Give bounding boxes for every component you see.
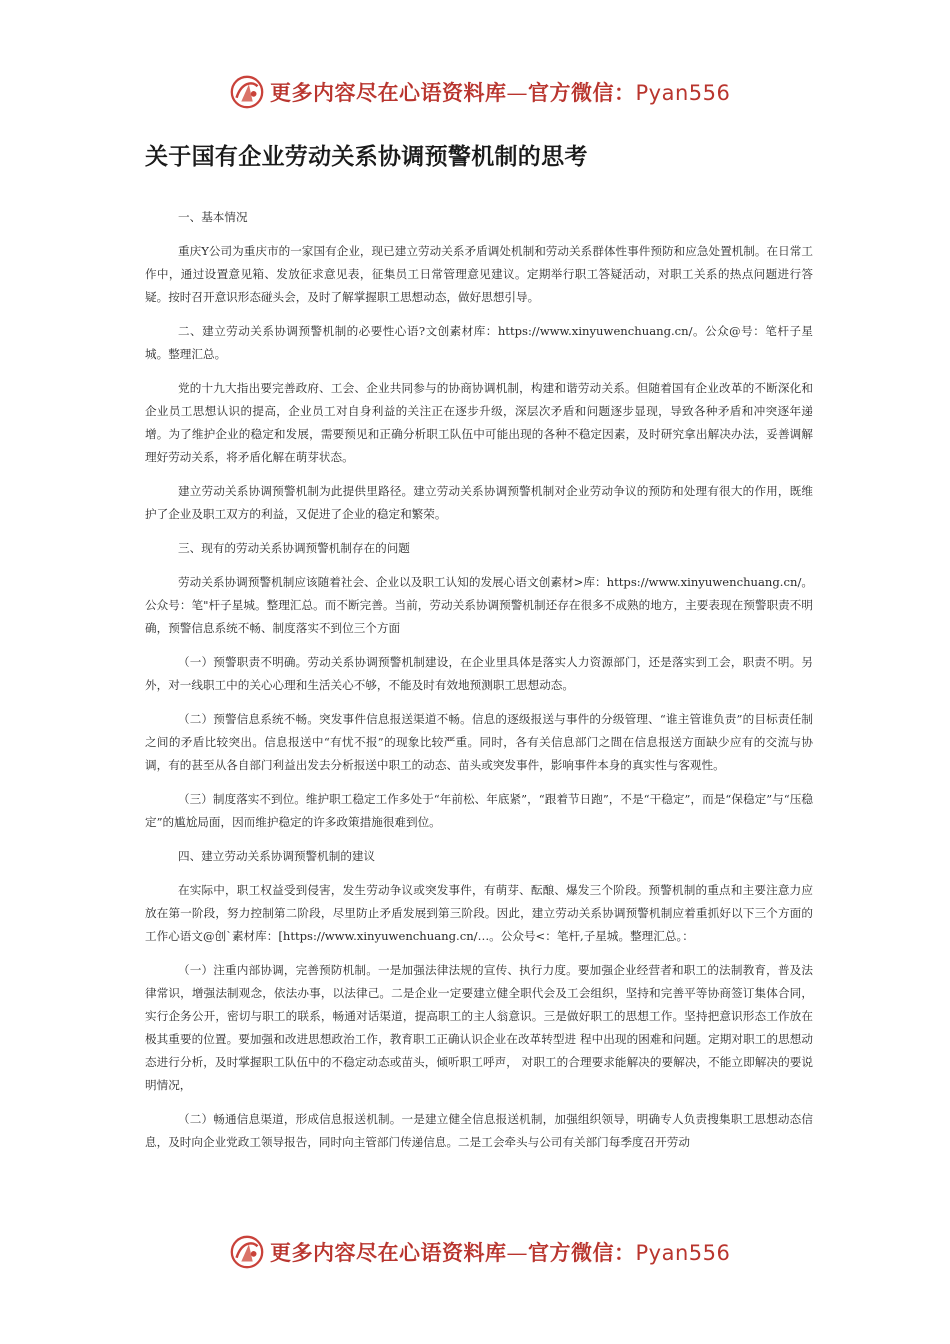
paragraph: 劳动关系协调预警机制应该随着社会、企业以及职工认知的发展心语文创素材>库：https://www.xinyuwenchuang.cn/。公众号：笔"杆子星城。整理汇总。而不断完善。当前，劳动关系协调预警机制还存在很多不成熟的地方，主要表现在预警职责不明确，预警信息系统不畅、制度落实不到位三个方面 xyxy=(145,575,813,635)
banner-text xyxy=(270,1237,730,1267)
banner-main: 更多内容尽在心语资料库 xyxy=(270,1240,507,1265)
paragraph: （一）预警职责不明确。劳动关系协调预警机制建设，在企业里具体是落实人力资源部门，还是落实到工会，职责不明。另外，对一线职工中的关心心理和生活关心不够，不能及时有效地预测职工思想动态。 xyxy=(145,655,813,692)
document-title: 关于国有企业劳动关系协调预警机制的思考 xyxy=(145,144,588,170)
paragraph: （三）制度落实不到位。维护职工稳定工作多处于“年前松、年底紧”，“跟着节日跑”，不是“干稳定”，而是“保稳定”与“压稳定”的尴尬局面，因而维护稳定的许多政策措施很难到位。 xyxy=(145,792,813,829)
paragraph: 建立劳动关系协调预警机制为此提供里路径。建立劳动关系协调预警机制对企业劳动争议的预防和处理有很大的作用，既维护了企业及职工双方的利益，又促进了企业的稳定和繁荣。 xyxy=(145,484,813,521)
logo-icon xyxy=(228,73,266,111)
paragraph: （一）注重内部协调，完善预防机制。一是加强法律法规的宣传、执行力度。要加强企业经营者和职工的法制教育，普及法律常识，增强法制观念，依法办事，以法律己。二是企业一定要建立健全职代会及工会组织，坚持和完善平等协商签订集体合同，实行企务公开，密切与职工的联系，畅通对话渠道，提高职工的主人翁意识。三是做好职工的思想工作。坚持把意识形态工作放在极其重要的位置。要加强和改进思想政治工作，教育职工正确认识企业在改革转型进 程中出现的困难和问题。定期对职工的思想动态进行分析，及时掌握职工队伍中的不稳定动态或苗头，倾听职工呼声， 对职工的合理要求能解决的要解决，不能立即解决的要说明情况， xyxy=(145,963,813,1092)
paragraph: 重庆Y公司为重庆市的一家国有企业，现已建立劳动关系矛盾调处机制和劳动关系群体性事件预防和应急处置机制。在日常工作中，通过设置意见箱、发放征求意见表，征集员工日常管理意见建议。定期举行职工答疑活动，对职工关系的热点问题进行答疑。按时召开意识形态碰头会，及时了解掌握职工思想动态，做好思想引导。 xyxy=(145,244,813,304)
section-heading: 一、基本情况 xyxy=(178,210,248,224)
banner-text xyxy=(270,77,730,107)
paragraph: 在实际中，职工权益受到侵害，发生劳动争议或突发事件，有萌芽、酝酿、爆发三个阶段。预警机制的重点和主要注意力应放在第一阶段，努力控制第二阶段，尽里防止矛盾发展到第三阶段。因此，建立劳动关系协调预警机制应着重抓好以下三个方面的工作心语文@创`素材库：[https://www.xinyuwenchuang.cn/…。公众号<：笔杆,子星城。整理汇总。： xyxy=(145,883,813,943)
section-heading: 四、建立劳动关系协调预警机制的建议 xyxy=(178,849,376,863)
banner-dash: — xyxy=(506,1241,528,1265)
paragraph: （二）预警信息系统不畅。突发事件信息报送渠道不畅。信息的逐级报送与事件的分级管理、“谁主管谁负责”的目标责任制之间的矛盾比较突出。信息报送中“有忧不报”的现象比较严重。同时，各有关信息部门之間在信息报送方面缺少应有的交流与协调，有的甚至从各自部门利益出发去分析报送中职工的动态、苗头或突发事件，影响事件本身的真实性与客观性。 xyxy=(145,712,813,772)
paragraph: （二）畅通信息渠道，形成信息报送机制。一是建立健全信息报送机制，加强组织领导，明确专人负责搜集职工思想动态信息，及时向企业党政工领导报告，同时向主管部门传递信息。二是工会牵头与公司有关部门每季度召开劳动 xyxy=(145,1112,813,1149)
banner-wechat-id: Pyan556 xyxy=(635,81,731,105)
paragraph: 党的十九大指出要完善政府、工会、企业共同参与的协商协调机制，构建和谐劳动关系。但随着国有企业改革的不断深化和企业员工思想认识的提高，企业员工对自身利益的关注正在逐步升级，深层次矛盾和问题逐步显现，导致各种矛盾和冲突逐年递增。为了维护企业的稳定和发展，需要预见和正确分析职工队伍中可能出现的各种不稳定因素，及时研究拿出解决办法，妥善调解理好劳动关系，将矛盾化解在萌芽状态。 xyxy=(145,381,813,464)
footer-banner xyxy=(0,1232,950,1272)
banner-dash: — xyxy=(506,81,528,105)
paragraph: 二、建立劳动关系协调预警机制的必要性心语?文创素材库：https://www.xinyuwenchuang.cn/。公众@号：笔杆子星城。整理汇总。 xyxy=(145,324,813,361)
banner-inner xyxy=(228,1232,730,1272)
document-body xyxy=(145,206,813,1165)
banner-mid: 官方微信： xyxy=(528,80,636,105)
banner-main: 更多内容尽在心语资料库 xyxy=(270,80,507,105)
banner-inner xyxy=(228,72,730,112)
header-banner xyxy=(0,72,950,112)
section-heading: 三、现有的劳动关系协调预警机制存在的问题 xyxy=(178,541,410,555)
banner-wechat-id: Pyan556 xyxy=(635,1241,731,1265)
banner-mid: 官方微信： xyxy=(528,1240,636,1265)
logo-icon xyxy=(228,1233,266,1271)
